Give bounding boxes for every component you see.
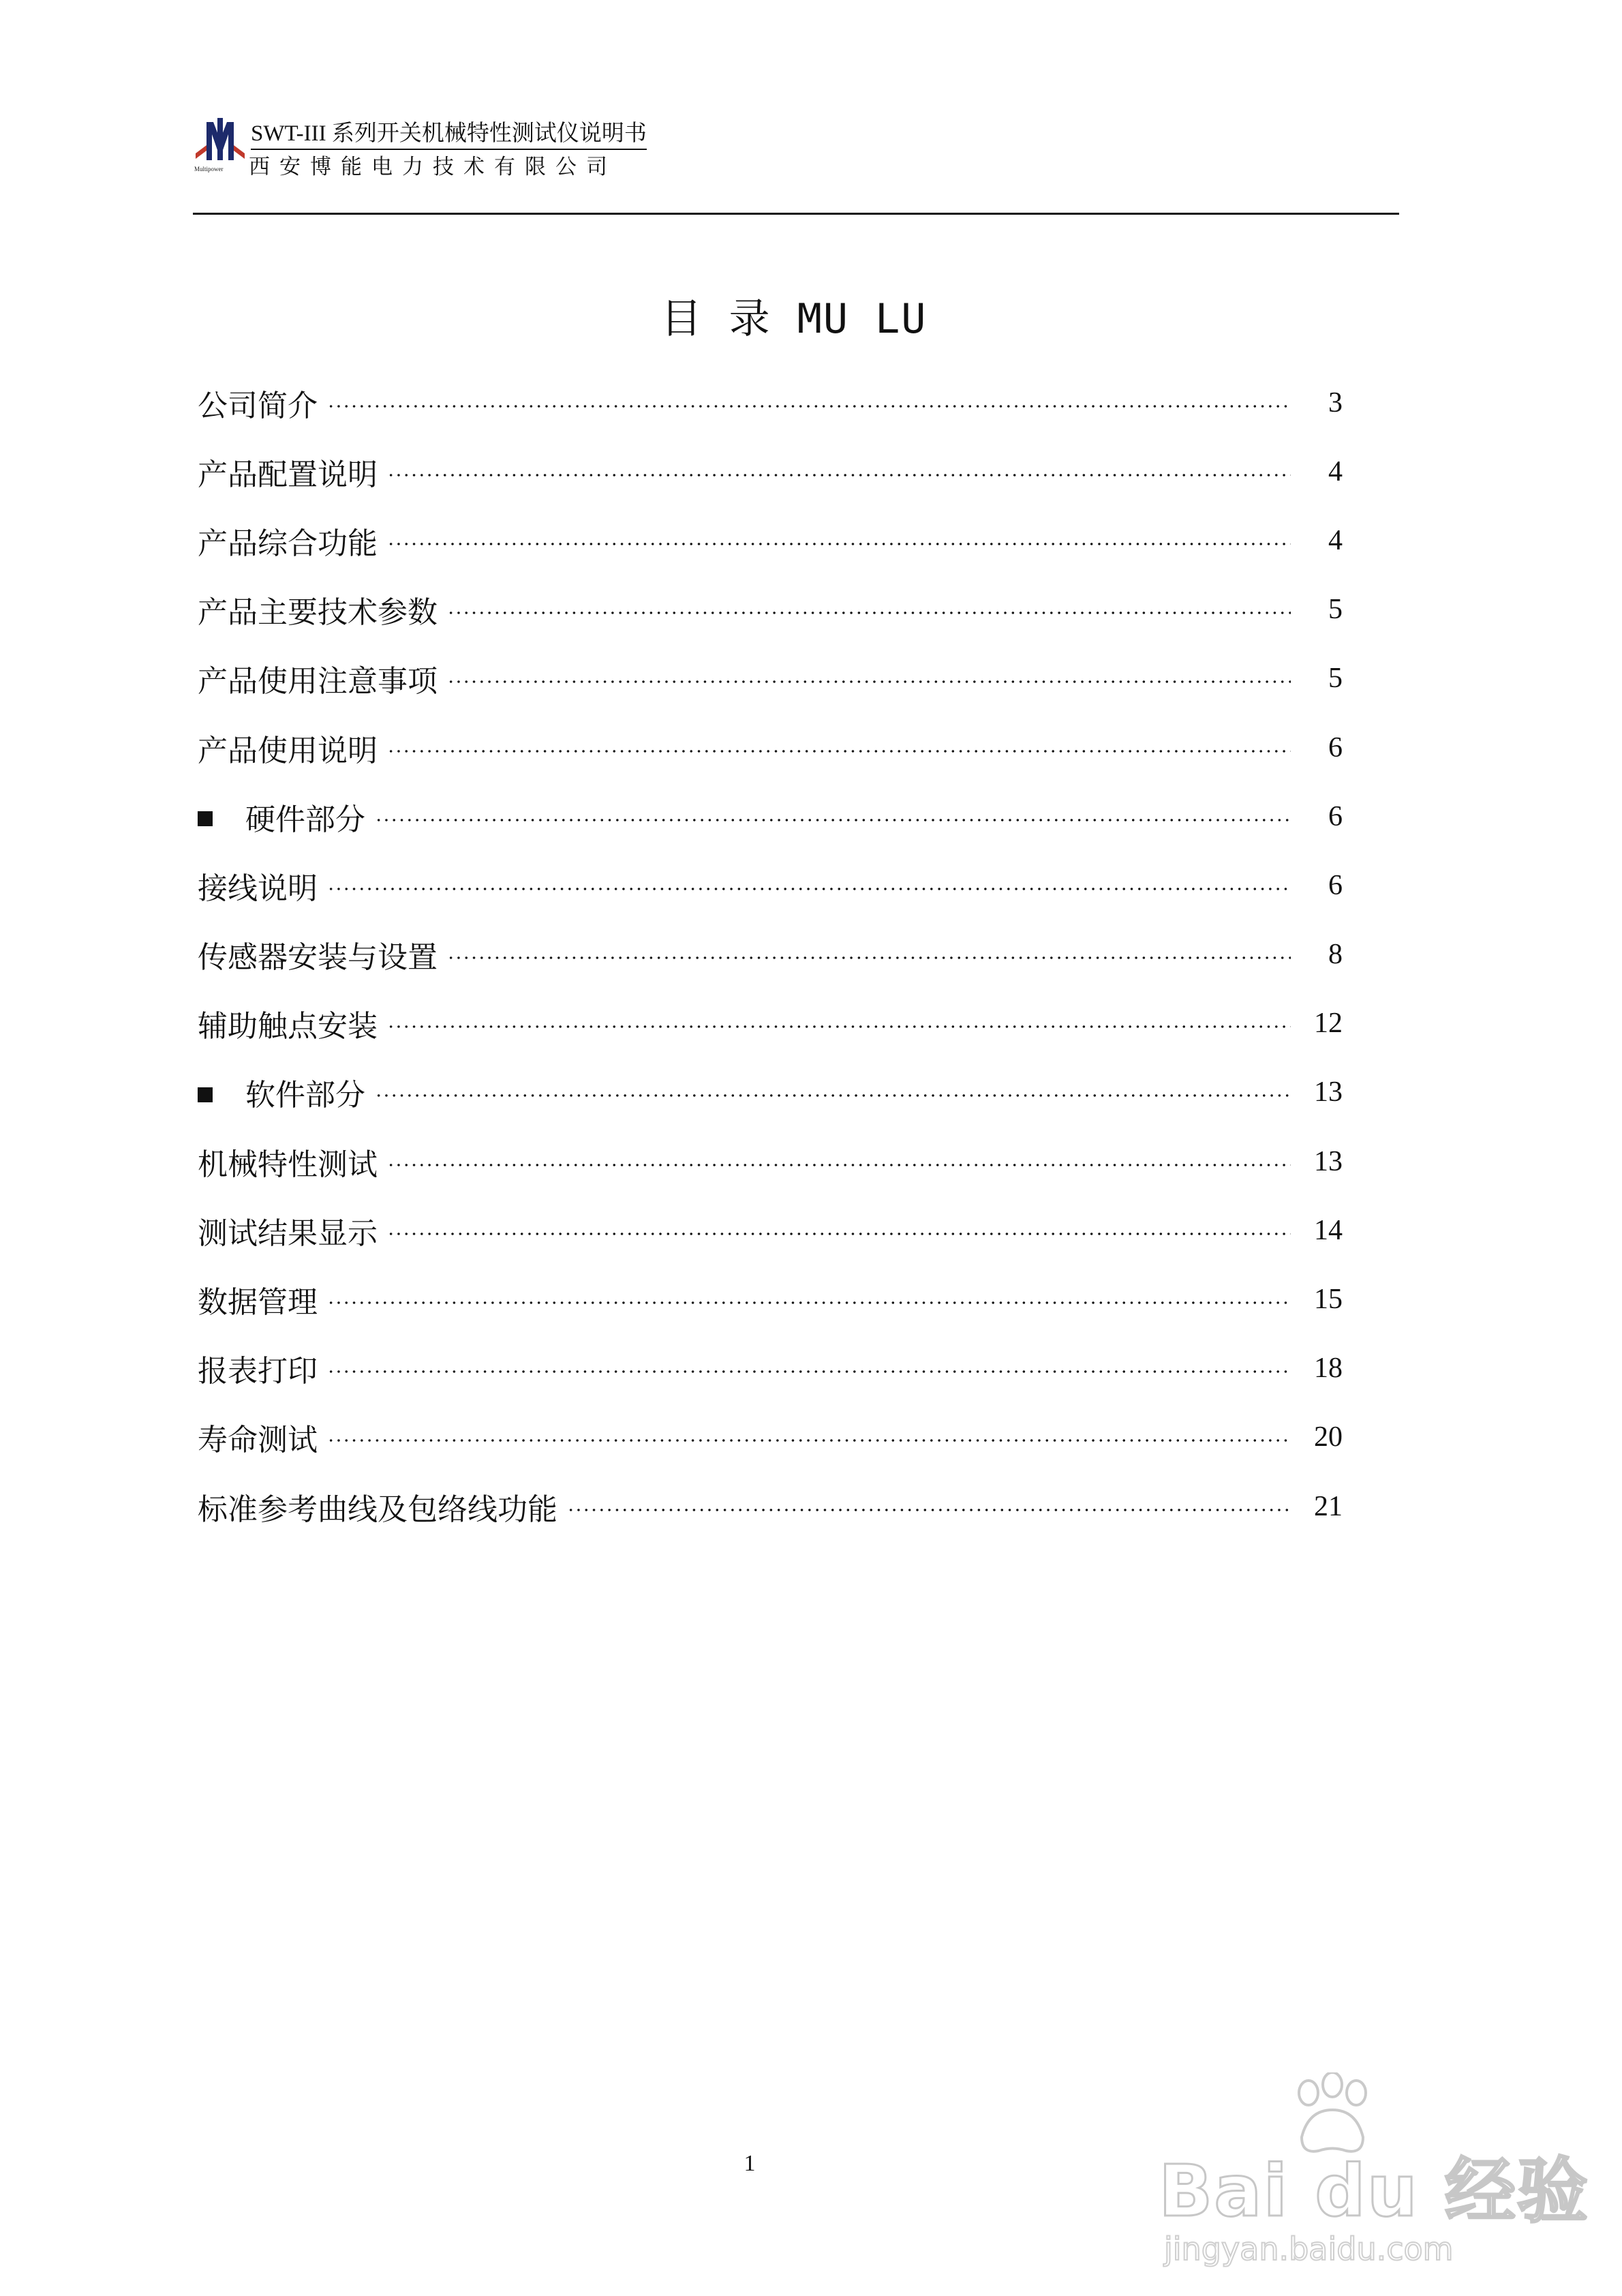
toc-entry-text: 数据管理 <box>198 1285 318 1320</box>
toc-entry <box>198 1196 1343 1265</box>
page-number: 1 <box>744 2151 756 2176</box>
header-divider <box>193 213 1399 215</box>
dot-leader <box>327 1301 1291 1304</box>
toc-entry <box>198 368 1343 437</box>
dot-leader <box>327 1439 1291 1442</box>
document-header <box>193 112 1399 215</box>
toc-entry-label <box>198 656 447 700</box>
toc-entry <box>198 506 1343 575</box>
dot-leader <box>447 956 1291 959</box>
toc-entry-text: 软件部分 <box>245 1078 365 1113</box>
toc-entry-text: 公司简介 <box>198 388 318 423</box>
toc-entry-page: 13 <box>1314 1145 1343 1177</box>
square-bullet-icon <box>198 811 213 826</box>
toc-entry-label <box>198 1278 327 1321</box>
toc-entry <box>198 920 1343 989</box>
toc-entry-page: 12 <box>1314 1008 1343 1040</box>
toc-entry-text: 硬件部分 <box>245 802 365 837</box>
company-logo <box>193 112 247 174</box>
toc-entry-text: 机械特性测试 <box>198 1147 378 1182</box>
dot-leader <box>567 1509 1291 1511</box>
square-bullet-icon <box>198 1087 213 1102</box>
toc-entry <box>198 437 1343 506</box>
dot-leader <box>387 543 1291 545</box>
toc-entry-label <box>198 1140 387 1183</box>
toc-entry-page: 5 <box>1328 594 1343 626</box>
toc-entry-label <box>198 381 327 425</box>
toc-entry-label <box>198 519 387 562</box>
toc-entry-text: 传感器安装与设置 <box>198 940 438 976</box>
toc-entry-text: 标准参考曲线及包络线功能 <box>198 1492 557 1527</box>
toc-entry-label <box>198 1415 327 1459</box>
toc-entry <box>198 1265 1343 1333</box>
toc-entry-label <box>198 864 327 907</box>
toc-entry <box>198 1472 1343 1541</box>
toc-entry-label <box>198 1485 567 1528</box>
toc-entry <box>198 1334 1343 1403</box>
toc-entry-label <box>198 1346 327 1390</box>
toc-entry <box>198 575 1343 644</box>
dot-leader <box>387 1233 1291 1235</box>
toc-entry-text: 产品综合功能 <box>198 526 378 561</box>
toc-entry-text: 接线说明 <box>198 871 318 906</box>
toc-entry-label <box>198 1209 387 1252</box>
toc-entry-page: 14 <box>1314 1214 1343 1246</box>
dot-leader <box>387 474 1291 477</box>
dot-leader <box>327 405 1291 408</box>
toc-entry-page: 4 <box>1328 455 1343 487</box>
toc-entry-page: 18 <box>1314 1353 1343 1385</box>
toc-entry <box>198 1058 1343 1127</box>
toc-entry-label <box>198 450 387 494</box>
toc-entry-text: 产品使用注意事项 <box>198 664 438 699</box>
toc-entry-text: 寿命测试 <box>198 1423 318 1458</box>
toc-entry-label <box>198 1070 375 1114</box>
toc-entry-label <box>198 726 387 770</box>
toc-entry-page: 13 <box>1314 1076 1343 1108</box>
dot-leader <box>387 1025 1291 1028</box>
dot-leader <box>327 888 1291 890</box>
toc-entry-page: 6 <box>1328 869 1343 901</box>
toc-entry <box>198 713 1343 782</box>
toc-entry-page: 3 <box>1328 387 1343 419</box>
toc-entry-text: 产品配置说明 <box>198 457 378 492</box>
dot-leader <box>447 680 1291 683</box>
dot-leader <box>375 1094 1291 1097</box>
toc-entry-page: 6 <box>1328 731 1343 764</box>
dot-leader <box>387 1164 1291 1166</box>
toc-title: 目 录 MU LU <box>660 295 928 343</box>
toc-entry-page: 20 <box>1314 1421 1343 1453</box>
watermark-brand: Bai du 经验 <box>1159 2149 1589 2233</box>
toc-entry-text: 报表打印 <box>198 1354 318 1389</box>
toc-entry <box>198 1127 1343 1196</box>
watermark-url: jingyan.baidu.com <box>1164 2231 1454 2267</box>
baidu-watermark <box>1152 2072 1589 2277</box>
toc-entry-text: 产品主要技术参数 <box>198 595 438 631</box>
dot-leader <box>375 819 1291 821</box>
toc-entry-label <box>198 1001 387 1045</box>
dot-leader <box>447 611 1291 614</box>
dot-leader <box>327 1370 1291 1373</box>
toc-entry-page: 5 <box>1328 663 1343 695</box>
logo-caption: Multipower <box>194 166 224 172</box>
toc-entry <box>198 851 1343 920</box>
toc-entry-label <box>198 795 375 839</box>
toc-entry-page: 4 <box>1328 524 1343 556</box>
toc-entry-page: 8 <box>1328 939 1343 971</box>
toc-entry-label <box>198 588 447 631</box>
toc-entry-text: 产品使用说明 <box>198 733 378 768</box>
toc-entry-page: 15 <box>1314 1284 1343 1316</box>
toc-entry-text: 测试结果显示 <box>198 1215 378 1251</box>
toc-entry <box>198 1403 1343 1472</box>
dot-leader <box>387 750 1291 753</box>
toc-entry-page: 6 <box>1328 800 1343 832</box>
toc-entry-label <box>198 933 447 976</box>
company-name: 西安博能电力技术有限公司 <box>249 155 617 179</box>
toc-entry-page: 21 <box>1314 1490 1343 1522</box>
toc-entry <box>198 644 1343 713</box>
toc-entry <box>198 989 1343 1058</box>
manual-title: SWT-III 系列开关机械特性测试仪说明书 <box>251 115 647 150</box>
toc-entry <box>198 782 1343 851</box>
toc-entry-text: 辅助触点安装 <box>198 1009 378 1044</box>
table-of-contents <box>198 368 1343 1541</box>
